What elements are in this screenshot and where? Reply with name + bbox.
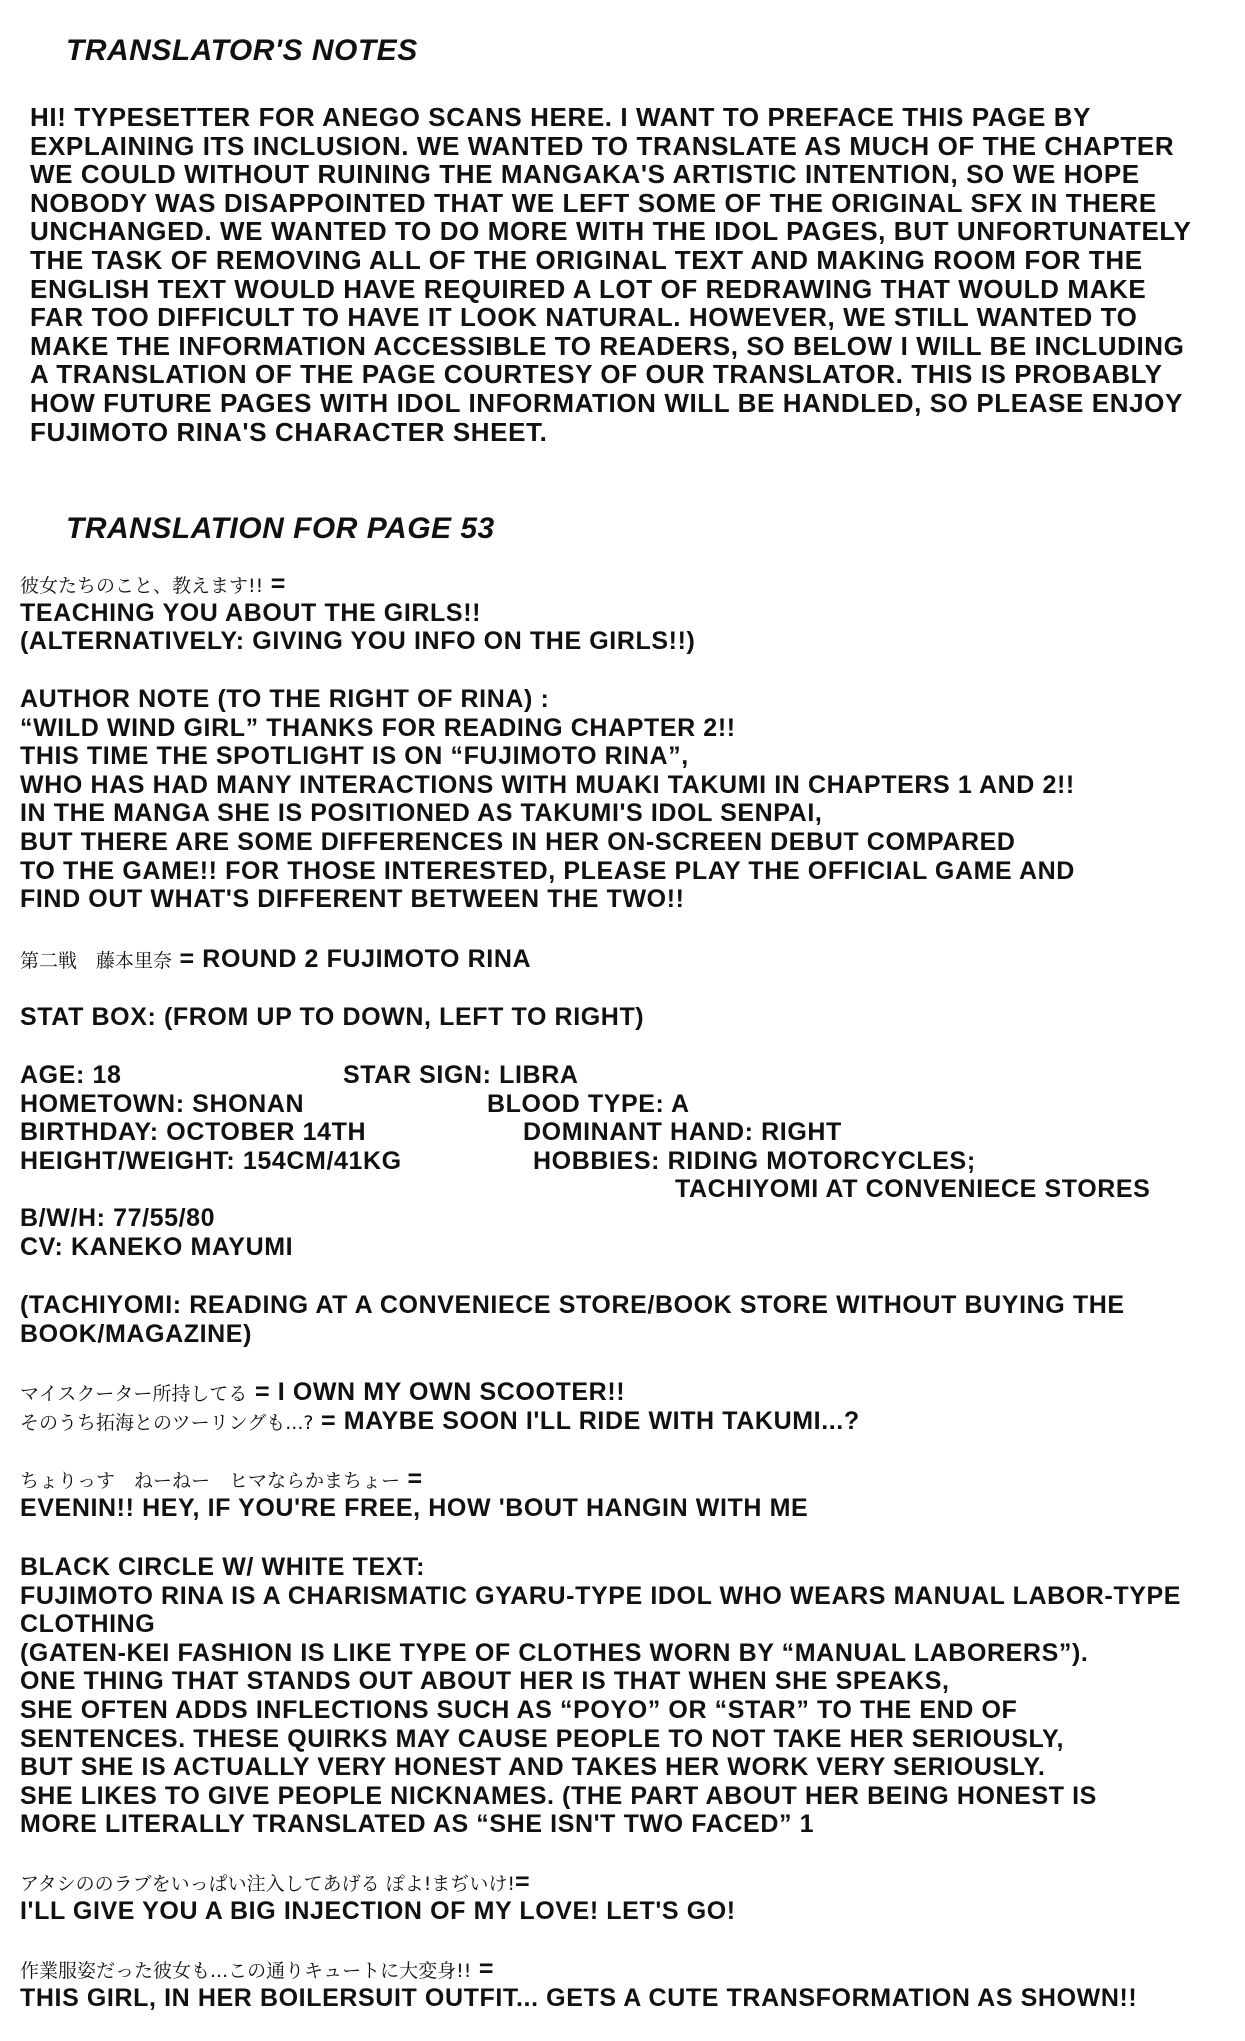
evenin-line: EVENIN!! HEY, IF YOU'RE FREE, HOW 'BOUT HANGIN WITH ME	[20, 1493, 809, 1522]
black-circle-line: ONE THING THAT STANDS OUT ABOUT HER IS THAT WHEN SHE SPEAKS,	[20, 1667, 950, 1696]
round-line	[20, 945, 531, 974]
transform-block	[20, 1955, 1137, 2012]
stat-dominant-hand: DOMINANT HAND: RIGHT	[523, 1118, 842, 1146]
black-circle-line: BUT SHE IS ACTUALLY VERY HONEST AND TAKES HER WORK VERY SERIOUSLY.	[20, 1753, 1046, 1782]
stat-box-header: STAT BOX: (FROM UP TO DOWN, LEFT TO RIGHT)	[20, 1003, 645, 1031]
author-note-line: AUTHOR NOTE (TO THE RIGHT OF RINA) :	[20, 685, 550, 713]
jp-text: そのうち拓海とのツーリングも...?	[20, 1411, 314, 1434]
author-note-line: FIND OUT WHAT'S DIFFERENT BETWEEN THE TWO!!	[20, 885, 685, 914]
author-note-line: “WILD WIND GIRL” THANKS FOR READING CHAPTER 2!!	[20, 713, 736, 742]
black-circle-line: SENTENCES. THESE QUIRKS MAY CAUSE PEOPLE TO NOT TAKE HER SERIOUSLY,	[20, 1724, 1065, 1753]
stat-star-sign: STAR SIGN: LIBRA	[343, 1061, 579, 1089]
notes-line: ENGLISH TEXT WOULD HAVE REQUIRED A LOT OF REDRAWING THAT WOULD MAKE	[30, 273, 1147, 304]
scooter-line	[20, 1378, 860, 1407]
stat-hobbies: HOBBIES: RIDING MOTORCYCLES;	[533, 1147, 976, 1175]
tachiyomi-line: BOOK/MAGAZINE)	[20, 1319, 252, 1348]
notes-line: UNCHANGED. WE WANTED TO DO MORE WITH THE IDOL PAGES, BUT UNFORTUNATELY	[30, 216, 1192, 247]
notes-line: HOW FUTURE PAGES WITH IDOL INFORMATION WILL BE HANDLED, SO PLEASE ENJOY	[30, 387, 1183, 418]
black-circle-block	[20, 1553, 1181, 1839]
author-note-line: BUT THERE ARE SOME DIFFERENCES IN HER ON-SCREEN DEBUT COMPARED	[20, 827, 1016, 856]
black-circle-line: SHE OFTEN ADDS INFLECTIONS SUCH AS “POYO” OR “STAR” TO THE END OF	[20, 1695, 1018, 1724]
tachiyomi-line: (TACHIYOMI: READING AT A CONVENIECE STORE/BOOK STORE WITHOUT BUYING THE	[20, 1291, 1125, 1319]
jp-text: 作業服姿だった彼女も...この通りキュートに大変身!!	[20, 1960, 472, 1982]
love-block	[20, 1868, 736, 1925]
jp-line	[20, 1955, 1137, 1984]
scooter-block	[20, 1378, 860, 1435]
jp-text: 彼女たちのこと、教えます!!	[20, 575, 264, 597]
author-note-line: IN THE MANGA SHE IS POSITIONED AS TAKUMI'S IDOL SENPAI,	[20, 799, 823, 828]
jp-text: アタシののラブをいっぱい注入してあげる ぽよ!まぢいけ!	[20, 1873, 515, 1895]
black-circle-line: CLOTHING	[20, 1610, 156, 1639]
teaching-line: TEACHING YOU ABOUT THE GIRLS!!	[20, 598, 482, 627]
transform-line: THIS GIRL, IN HER BOILERSUIT OUTFIT... GETS A CUTE TRANSFORMATION AS SHOWN!!	[20, 1983, 1138, 2012]
jp-line	[20, 570, 695, 599]
teaching-line: (ALTERNATIVELY: GIVING YOU INFO ON THE GIRLS!!)	[20, 627, 696, 656]
equals-sign: =	[471, 1955, 495, 1983]
jp-line	[20, 1868, 736, 1897]
stat-blood-type: BLOOD TYPE: A	[487, 1090, 690, 1118]
black-circle-line: BLACK CIRCLE W/ WHITE TEXT:	[20, 1553, 426, 1581]
author-note-line: WHO HAS HAD MANY INTERACTIONS WITH MUAKI TAKUMI IN CHAPTERS 1 AND 2!!	[20, 770, 1075, 799]
equals-sign: =	[514, 1868, 531, 1896]
stat-height-weight: HEIGHT/WEIGHT: 154CM/41KG	[20, 1147, 402, 1175]
notes-line: MAKE THE INFORMATION ACCESSIBLE TO READERS, SO BELOW I WILL BE INCLUDING	[30, 330, 1185, 361]
notes-line: WE COULD WITHOUT RUINING THE MANGAKA'S ARTISTIC INTENTION, SO WE HOPE	[30, 159, 1140, 190]
jp-text: ちょりっす ねーねー ヒマならかまちょー	[20, 1470, 401, 1492]
stat-hometown: HOMETOWN: SHONAN	[20, 1090, 305, 1118]
evenin-block	[20, 1465, 808, 1522]
notes-line: NOBODY WAS DISAPPOINTED THAT WE LEFT SOME OF THE ORIGINAL SFX IN THERE	[30, 187, 1157, 218]
stat-birthday: BIRTHDAY: OCTOBER 14TH	[20, 1118, 367, 1146]
tachiyomi-note	[20, 1291, 1125, 1348]
stat-cv: CV: KANEKO MAYUMI	[20, 1233, 294, 1261]
scooter-line	[20, 1407, 860, 1436]
notes-line: A TRANSLATION OF THE PAGE COURTESY OF OUR TRANSLATOR. THIS IS PROBABLY	[30, 359, 1163, 390]
round-text	[20, 945, 531, 974]
equals-sign: =	[263, 570, 286, 598]
black-circle-line: SHE LIKES TO GIVE PEOPLE NICKNAMES. (THE PART ABOUT HER BEING HONEST IS	[20, 1781, 1097, 1810]
author-note-line: THIS TIME THE SPOTLIGHT IS ON “FUJIMOTO RINA”,	[20, 742, 689, 771]
stat-hobbies-cont: TACHIYOMI AT CONVENIECE STORES	[675, 1175, 1151, 1203]
notes-paragraph	[30, 103, 1191, 446]
stat-bwh: B/W/H: 77/55/80	[20, 1204, 216, 1232]
notes-line: FAR TOO DIFFICULT TO HAVE IT LOOK NATURAL. HOWEVER, WE STILL WANTED TO	[30, 302, 1138, 333]
author-note-line: TO THE GAME!! FOR THOSE INTERESTED, PLEASE PLAY THE OFFICIAL GAME AND	[20, 856, 1075, 885]
notes-heading: TRANSLATOR'S NOTES	[66, 34, 418, 67]
notes-line: EXPLAINING ITS INCLUSION. WE WANTED TO TRANSLATE AS MUCH OF THE CHAPTER	[30, 130, 1175, 161]
jp-text: 第二戦 藤本里奈	[20, 950, 173, 972]
jp-text: マイスクーター所持してる	[20, 1383, 248, 1405]
notes-line: HI! TYPESETTER FOR ANEGO SCANS HERE. I WANT TO PREFACE THIS PAGE BY	[30, 102, 1092, 132]
scooter-translation: = I OWN MY OWN SCOOTER!!	[247, 1378, 626, 1406]
round-translation: = ROUND 2 FUJIMOTO RINA	[172, 945, 532, 973]
translation-heading: TRANSLATION FOR PAGE 53	[66, 512, 495, 545]
author-note-block	[20, 685, 1075, 914]
scooter-translation: = MAYBE SOON I'LL RIDE WITH TAKUMI...?	[313, 1406, 860, 1435]
stat-age: AGE: 18	[20, 1061, 122, 1089]
black-circle-line: FUJIMOTO RINA IS A CHARISMATIC GYARU-TYPE IDOL WHO WEARS MANUAL LABOR-TYPE	[20, 1581, 1182, 1610]
teaching-block	[20, 570, 695, 656]
love-line: I'LL GIVE YOU A BIG INJECTION OF MY LOVE! LET'S GO!	[20, 1896, 736, 1925]
black-circle-line: MORE LITERALLY TRANSLATED AS “SHE ISN'T TWO FACED” 1	[20, 1810, 815, 1839]
notes-line: THE TASK OF REMOVING ALL OF THE ORIGINAL TEXT AND MAKING ROOM FOR THE	[30, 244, 1143, 275]
black-circle-line: (GATEN-KEI FASHION IS LIKE TYPE OF CLOTHES WORN BY “MANUAL LABORERS”).	[20, 1638, 1089, 1667]
equals-sign: =	[400, 1465, 423, 1493]
jp-line	[20, 1465, 808, 1494]
notes-line: FUJIMOTO RINA'S CHARACTER SHEET.	[30, 416, 548, 447]
